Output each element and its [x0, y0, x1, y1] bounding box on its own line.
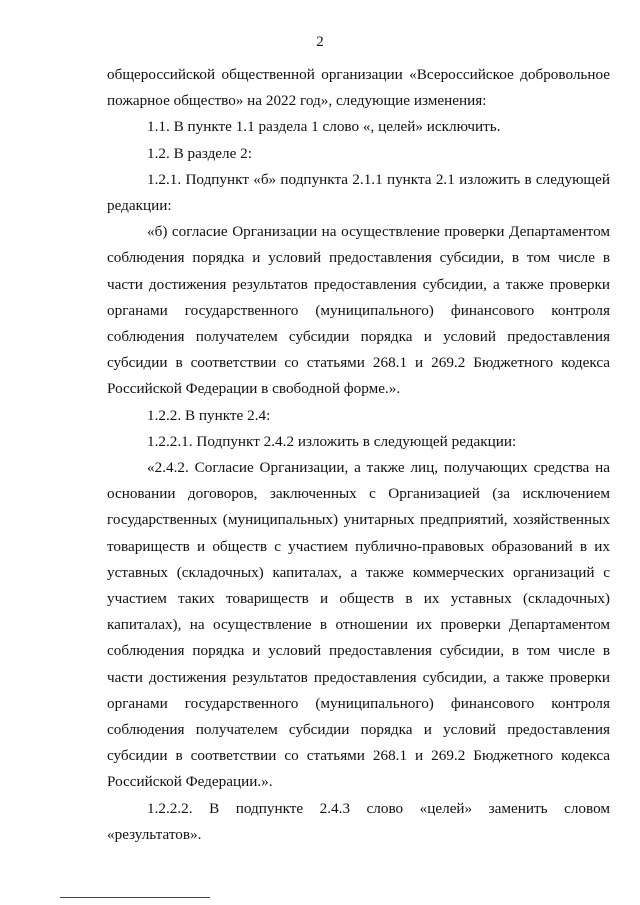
footer-rule: [60, 897, 210, 899]
paragraph-1-2: 1.2. В разделе 2:: [147, 144, 252, 162]
paragraph-intro: общероссийской общественной организации «Всероссийское добровольное пожарное общество» на 2022 год», следующие изменения:: [107, 66, 610, 110]
paragraph-1-2-2-2: 1.2.2.2. В подпункте 2.4.3 слово «целей» заменить словом «результатов».: [107, 799, 610, 843]
paragraph-1-2-2: 1.2.2. В пункте 2.4:: [147, 406, 271, 424]
paragraph-2-4-2: «2.4.2. Согласие Организации, а также лиц, получающих средства на основании договоров, заключенных с Организацией (за исключением государственных (муниципальных) унитарных предприятий, хозяйственных товариществ и обществ с участием публично-правовых образований в их уставных (складочных) капиталах, а также коммерческих организаций с участием таких товариществ и обществ в их уставных (складочных) капиталах), на осуществление в отношении их проверки Департаментом соблюдения порядка и условий предоставления субсидии, в том числе в части достижения результатов предоставления субсидии, а также проверки органами государственного (муниципального) финансового контроля соблюдения получателем субсидии порядка и условий предоставления субсидии в соответствии со статьями 268.1 и 269.2 Бюджетного кодекса Российской Федерации.».: [107, 459, 610, 791]
document-body: [107, 62, 610, 848]
paragraph-1-2-2-1: 1.2.2.1. Подпункт 2.4.2 изложить в следующей редакции:: [147, 432, 517, 450]
page-number: 2: [316, 34, 324, 50]
paragraph-subitem-b: «б) согласие Организации на осуществление проверки Департаментом соблюдения порядка и условий предоставления субсидии, в том числе в части достижения результатов предоставления субсидии, а также проверки органами государственного (муниципального) финансового контроля соблюдения получателем субсидии порядка и условий предоставления субсидии в соответствии со статьями 268.1 и 269.2 Бюджетного кодекса Российской Федерации в свободной форме.».: [107, 223, 610, 398]
paragraph-1-2-1: 1.2.1. Подпункт «б» подпункта 2.1.1 пункта 2.1 изложить в следующей редакции:: [107, 170, 610, 215]
paragraph-1-1: 1.1. В пункте 1.1 раздела 1 слово «, целей» исключить.: [147, 118, 501, 136]
